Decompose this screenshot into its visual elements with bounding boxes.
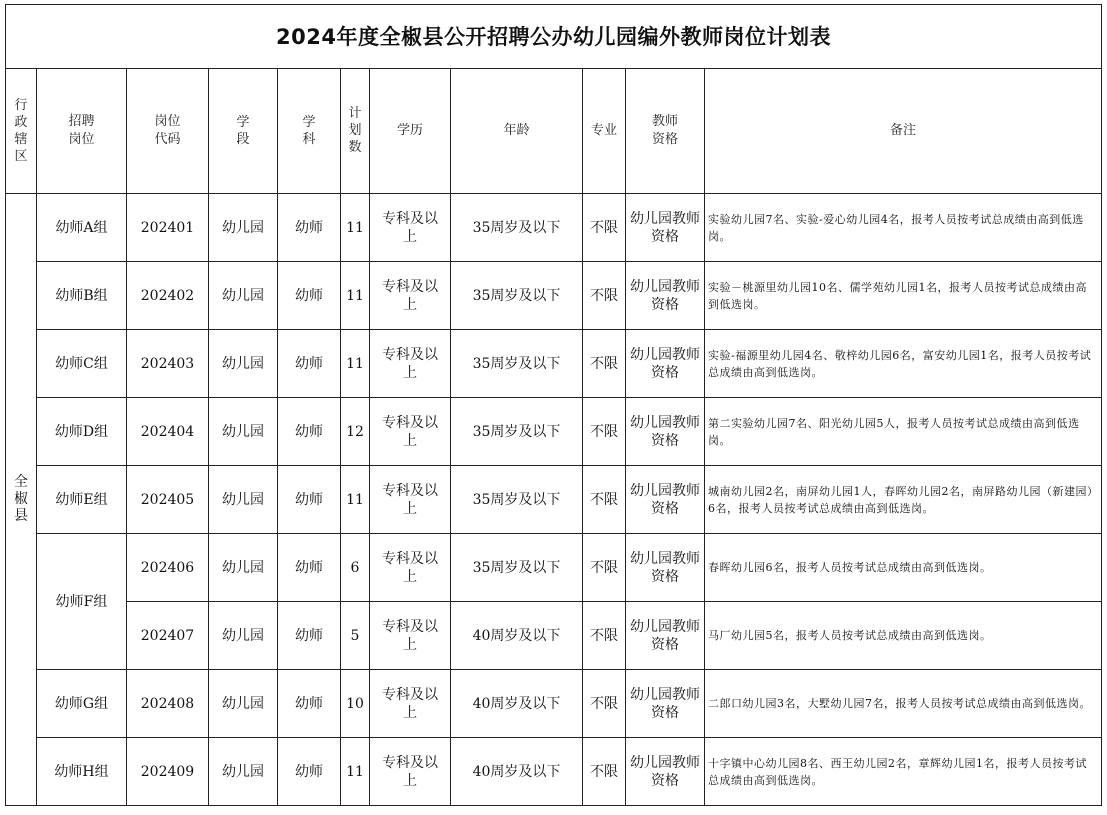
age-cell: 35周岁及以下 <box>451 534 583 602</box>
header-education: 学历 <box>370 69 451 194</box>
remarks-cell: 实验-福源里幼儿园4名、敬梓幼儿园6名，富安幼儿园1名，报考人员按考试总成绩由高到低选岗。 <box>705 330 1102 398</box>
qualification-cell: 幼儿园教师资格 <box>626 398 705 466</box>
age-cell: 35周岁及以下 <box>451 194 583 262</box>
count-cell: 6 <box>341 534 370 602</box>
age-cell: 35周岁及以下 <box>451 330 583 398</box>
header-remarks: 备注 <box>705 69 1102 194</box>
remarks-cell: 城南幼儿园2名，南屏幼儿园1人，春晖幼儿园2名，南屏路幼儿园（新建园）6名，报考人员按考试总成绩由高到低选岗。 <box>705 466 1102 534</box>
major-cell: 不限 <box>583 194 626 262</box>
table-row <box>6 262 1102 330</box>
code-cell: 202405 <box>127 466 209 534</box>
district-cell <box>6 194 37 806</box>
stage-cell: 幼儿园 <box>209 466 278 534</box>
subject-cell: 幼师 <box>278 738 341 806</box>
post-cell: 幼师F组 <box>37 534 127 670</box>
header-qualification: 教师资格 <box>626 69 705 194</box>
major-cell: 不限 <box>583 602 626 670</box>
code-cell: 202407 <box>127 602 209 670</box>
table-row <box>6 330 1102 398</box>
age-cell: 40周岁及以下 <box>451 738 583 806</box>
education-cell: 专科及以上 <box>370 670 451 738</box>
age-cell: 35周岁及以下 <box>451 466 583 534</box>
qualification-cell: 幼儿园教师资格 <box>626 466 705 534</box>
major-cell: 不限 <box>583 330 626 398</box>
count-cell: 12 <box>341 398 370 466</box>
stage-cell: 幼儿园 <box>209 194 278 262</box>
table-row <box>6 670 1102 738</box>
qualification-cell: 幼儿园教师资格 <box>626 330 705 398</box>
major-cell: 不限 <box>583 398 626 466</box>
code-cell: 202402 <box>127 262 209 330</box>
count-cell: 11 <box>341 330 370 398</box>
post-cell: 幼师H组 <box>37 738 127 806</box>
post-cell: 幼师B组 <box>37 262 127 330</box>
education-cell: 专科及以上 <box>370 262 451 330</box>
header-stage: 学段 <box>209 69 278 194</box>
subject-cell: 幼师 <box>278 330 341 398</box>
age-cell: 35周岁及以下 <box>451 262 583 330</box>
subject-cell: 幼师 <box>278 262 341 330</box>
table-row <box>6 398 1102 466</box>
table-row <box>6 602 1102 670</box>
header-subject: 学科 <box>278 69 341 194</box>
code-cell: 202406 <box>127 534 209 602</box>
age-cell: 40周岁及以下 <box>451 670 583 738</box>
subject-cell: 幼师 <box>278 670 341 738</box>
major-cell: 不限 <box>583 738 626 806</box>
post-cell: 幼师C组 <box>37 330 127 398</box>
plan-table-sheet <box>5 4 1102 806</box>
header-post: 招聘岗位 <box>37 69 127 194</box>
education-cell: 专科及以上 <box>370 398 451 466</box>
stage-cell: 幼儿园 <box>209 330 278 398</box>
table-row <box>6 534 1102 602</box>
count-cell: 11 <box>341 738 370 806</box>
post-cell: 幼师E组 <box>37 466 127 534</box>
header-row <box>6 69 1102 194</box>
stage-cell: 幼儿园 <box>209 534 278 602</box>
count-cell: 10 <box>341 670 370 738</box>
code-cell: 202408 <box>127 670 209 738</box>
count-cell: 11 <box>341 262 370 330</box>
subject-cell: 幼师 <box>278 466 341 534</box>
header-age: 年龄 <box>451 69 583 194</box>
qualification-cell: 幼儿园教师资格 <box>626 534 705 602</box>
stage-cell: 幼儿园 <box>209 738 278 806</box>
code-cell: 202401 <box>127 194 209 262</box>
major-cell: 不限 <box>583 534 626 602</box>
code-cell: 202403 <box>127 330 209 398</box>
table-row <box>6 466 1102 534</box>
stage-cell: 幼儿园 <box>209 602 278 670</box>
table-row <box>6 194 1102 262</box>
subject-cell: 幼师 <box>278 534 341 602</box>
remarks-cell: 第二实验幼儿园7名、阳光幼儿园5人，报考人员按考试总成绩由高到低选岗。 <box>705 398 1102 466</box>
code-cell: 202409 <box>127 738 209 806</box>
stage-cell: 幼儿园 <box>209 398 278 466</box>
education-cell: 专科及以上 <box>370 534 451 602</box>
major-cell: 不限 <box>583 262 626 330</box>
remarks-cell: 春晖幼儿园6名，报考人员按考试总成绩由高到低选岗。 <box>705 534 1102 602</box>
district-label: 全椒县 <box>14 474 28 524</box>
header-count: 计划数 <box>341 69 370 194</box>
post-cell: 幼师D组 <box>37 398 127 466</box>
subject-cell: 幼师 <box>278 194 341 262</box>
count-cell: 5 <box>341 602 370 670</box>
count-cell: 11 <box>341 466 370 534</box>
education-cell: 专科及以上 <box>370 602 451 670</box>
education-cell: 专科及以上 <box>370 738 451 806</box>
stage-cell: 幼儿园 <box>209 262 278 330</box>
education-cell: 专科及以上 <box>370 330 451 398</box>
stage-cell: 幼儿园 <box>209 670 278 738</box>
remarks-cell: 十字镇中心幼儿园8名、西王幼儿园2名，章辉幼儿园1名，报考人员按考试总成绩由高到低选岗。 <box>705 738 1102 806</box>
qualification-cell: 幼儿园教师资格 <box>626 262 705 330</box>
remarks-cell: 实验幼儿园7名、实验-爱心幼儿园4名，报考人员按考试总成绩由高到低选岗。 <box>705 194 1102 262</box>
subject-cell: 幼师 <box>278 602 341 670</box>
education-cell: 专科及以上 <box>370 466 451 534</box>
subject-cell: 幼师 <box>278 398 341 466</box>
header-district: 行政辖区 <box>6 69 37 194</box>
post-cell: 幼师A组 <box>37 194 127 262</box>
remarks-cell: 实验－桃源里幼儿园10名、儒学苑幼儿园1名，报考人员按考试总成绩由高到低选岗。 <box>705 262 1102 330</box>
post-cell: 幼师G组 <box>37 670 127 738</box>
age-cell: 35周岁及以下 <box>451 398 583 466</box>
major-cell: 不限 <box>583 670 626 738</box>
plan-table <box>5 4 1102 806</box>
page-title: 2024年度全椒县公开招聘公办幼儿园编外教师岗位计划表 <box>6 5 1102 69</box>
qualification-cell: 幼儿园教师资格 <box>626 194 705 262</box>
table-row <box>6 738 1102 806</box>
code-cell: 202404 <box>127 398 209 466</box>
header-major: 专业 <box>583 69 626 194</box>
qualification-cell: 幼儿园教师资格 <box>626 670 705 738</box>
qualification-cell: 幼儿园教师资格 <box>626 738 705 806</box>
header-code: 岗位代码 <box>127 69 209 194</box>
age-cell: 40周岁及以下 <box>451 602 583 670</box>
remarks-cell: 马厂幼儿园5名，报考人员按考试总成绩由高到低选岗。 <box>705 602 1102 670</box>
count-cell: 11 <box>341 194 370 262</box>
qualification-cell: 幼儿园教师资格 <box>626 602 705 670</box>
major-cell: 不限 <box>583 466 626 534</box>
remarks-cell: 二郎口幼儿园3名，大墅幼儿园7名，报考人员按考试总成绩由高到低选岗。 <box>705 670 1102 738</box>
education-cell: 专科及以上 <box>370 194 451 262</box>
